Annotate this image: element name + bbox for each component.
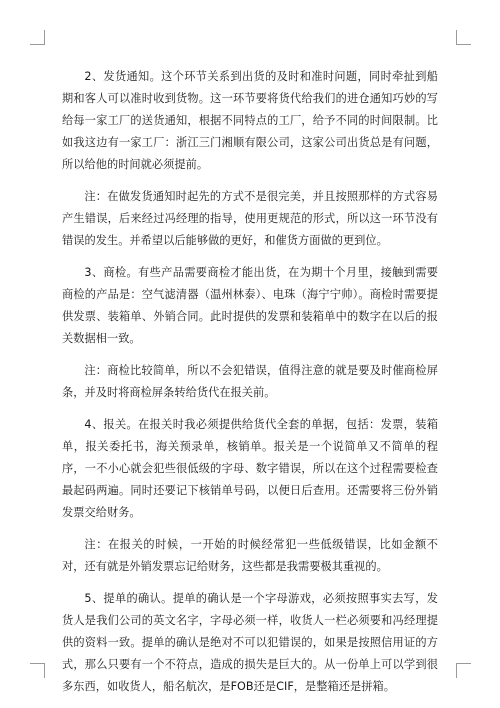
paragraph-bill-of-lading: 5、提单的确认。提单的确认是一个字母游戏，必须按照事实去写，发货人是我们公司的英文名字，字母必须一样，收货人一栏必须要和冯经理提供的资料一致。提单的确认是绝对不可以犯错误的，如果是按照信用证的方式，那么只要有一个不符点，造成的损失是巨大的。从一份单上可以学到很多东西，如收货人，船名航次，是FOB还是CIF，是整箱还是拼箱。 — [62, 592, 438, 693]
crop-mark-top-right — [456, 30, 471, 45]
note-commodity-inspection: 注：商检比较简单，所以不会犯错误，值得注意的就是要及时催商检屏条，并及时将商检屏条转给货代在报关前。 — [62, 364, 438, 399]
paragraph-commodity-inspection: 3、商检。有些产品需要商检才能出货，在为期十个月里，接触到需要商检的产品是：空气滤清器（温州林泰）、电珠（海宁宁帅）。商检时需要提供发票、装箱单、外销合同。此时提供的发票和装箱单中的数字在以后的报关数据相一致。 — [62, 266, 438, 345]
paragraph-shipping-notice: 2、发货通知。这个环节关系到出货的及时和准时问题，同时牵扯到船期和客人可以准时收到货物。这一环节要将货代给我们的进仓通知巧妙的写给每一家工厂的送货通知，根据不同特点的工厂，给予不同的时间限制。比如我这边有一家工厂：浙江三门湘顺有限公司，这家公司出货总是有问题，所以给他的时间就必须提前。 — [62, 70, 438, 171]
crop-mark-top-left — [30, 30, 45, 45]
note-shipping-notice: 注：在做发货通知时起先的方式不是很完美，并且按照那样的方式容易产生错误，后来经过冯经理的指导，使用更规范的形式，所以这一环节没有错误的发生。并希望以后能够做的更好，和催货方面做的更到位。 — [62, 190, 438, 247]
paragraph-customs-declaration: 4、报关。在报关时我必须提供给货代全套的单据，包括：发票，装箱单，报关委托书，海关预录单，核销单。报关是一个说简单又不简单的程序，一不小心就会犯些很低级的字母、数字错误，所以在这个过程需要检查最起码两遍。同时还要记下核销单号码，以便日后查用。还需要将三份外销发票交给财务。 — [62, 418, 438, 519]
note-customs-declaration: 注：在报关的时候，一开始的时候经常犯一些低级错误，比如金额不对，还有就是外销发票忘记给财务，这些都是我需要极其重视的。 — [62, 538, 438, 573]
crop-mark-bottom-right — [456, 663, 471, 678]
document-body — [62, 66, 438, 708]
crop-mark-bottom-left — [30, 663, 45, 678]
